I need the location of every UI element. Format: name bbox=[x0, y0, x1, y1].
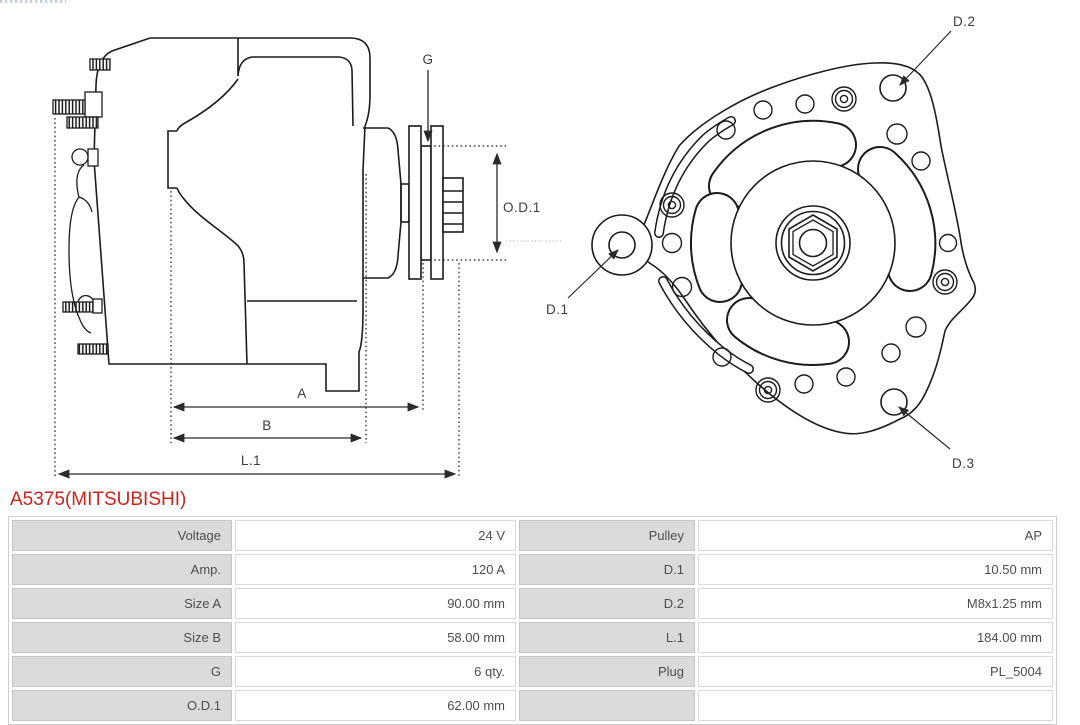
leader-d1 bbox=[568, 250, 618, 298]
spec-label-cell bbox=[519, 690, 695, 721]
spec-label-cell: Plug bbox=[519, 656, 695, 687]
spec-row bbox=[12, 622, 1053, 653]
label-d3: D.3 bbox=[952, 456, 975, 471]
label-g: G bbox=[422, 52, 434, 67]
side-body-outline bbox=[94, 38, 370, 391]
spec-value-cell: M8x1.25 mm bbox=[698, 588, 1053, 619]
spec-value-cell: AP bbox=[698, 520, 1053, 551]
spec-value-cell: 120 A bbox=[235, 554, 516, 585]
spec-table bbox=[8, 516, 1057, 725]
label-d1: D.1 bbox=[546, 302, 569, 317]
leader-d2 bbox=[900, 31, 951, 85]
front-hub bbox=[731, 161, 895, 325]
label-d2: D.2 bbox=[953, 14, 976, 29]
spec-label-cell: Size B bbox=[12, 622, 232, 653]
spec-value-cell: 184.00 mm bbox=[698, 622, 1053, 653]
spec-row bbox=[12, 690, 1053, 721]
leader-d3 bbox=[899, 407, 950, 449]
spec-label-cell: Amp. bbox=[12, 554, 232, 585]
spec-label-cell: O.D.1 bbox=[12, 690, 232, 721]
spec-row bbox=[12, 520, 1053, 551]
spec-label-cell: G bbox=[12, 656, 232, 687]
spec-value-cell bbox=[698, 690, 1053, 721]
spec-value-cell: 6 qty. bbox=[235, 656, 516, 687]
side-pulley bbox=[409, 126, 463, 279]
spec-value-cell: 62.00 mm bbox=[235, 690, 516, 721]
part-number-title: A5375(MITSUBISHI) bbox=[10, 489, 187, 510]
side-view-drawing bbox=[53, 38, 463, 391]
spec-value-cell: 10.50 mm bbox=[698, 554, 1053, 585]
spec-value-cell: 90.00 mm bbox=[235, 588, 516, 619]
label-b: B bbox=[262, 418, 272, 433]
spec-row bbox=[12, 588, 1053, 619]
side-hub bbox=[363, 128, 401, 278]
spec-label-cell: Voltage bbox=[12, 520, 232, 551]
side-mounting-studs bbox=[53, 59, 110, 354]
spec-label-cell: D.2 bbox=[519, 588, 695, 619]
spec-value-cell: PL_5004 bbox=[698, 656, 1053, 687]
spec-value-cell: 58.00 mm bbox=[235, 622, 516, 653]
spec-row bbox=[12, 656, 1053, 687]
spec-label-cell: D.1 bbox=[519, 554, 695, 585]
label-l1: L.1 bbox=[240, 453, 262, 468]
front-view-drawing bbox=[592, 63, 975, 434]
label-od1: O.D.1 bbox=[503, 200, 541, 215]
spec-label-cell: L.1 bbox=[519, 622, 695, 653]
spec-value-cell: 24 V bbox=[235, 520, 516, 551]
label-a: A bbox=[297, 386, 307, 401]
spec-label-cell: Pulley bbox=[519, 520, 695, 551]
spec-row bbox=[12, 554, 1053, 585]
spec-label-cell: Size A bbox=[12, 588, 232, 619]
